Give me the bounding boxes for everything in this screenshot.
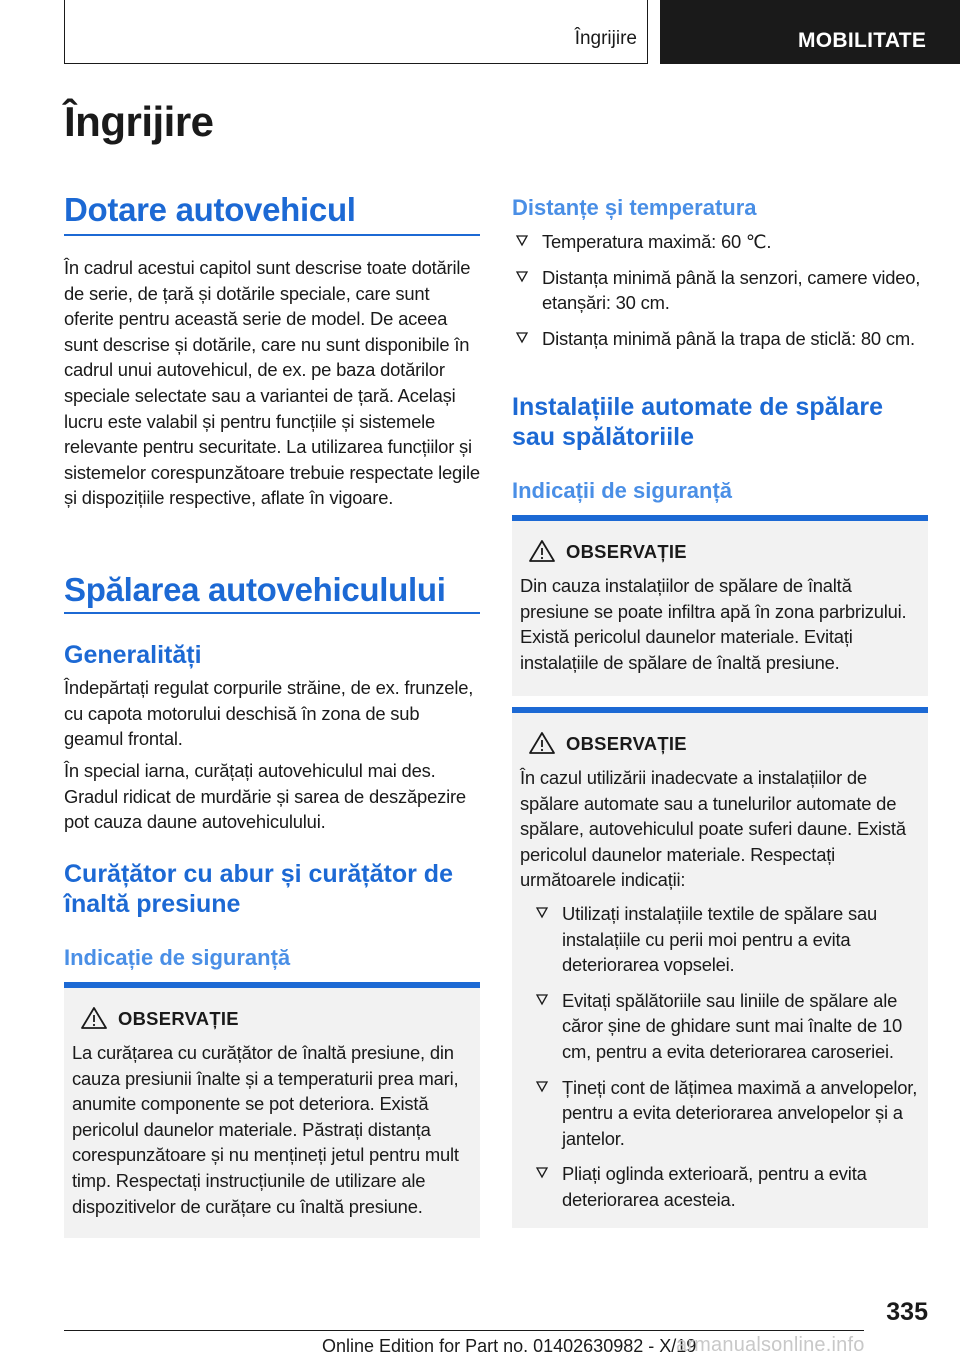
list-item: Utilizați instalațiile textile de spălare sau instalațiile cu perii moi pentru a evita deteriorarea vopselei.	[520, 901, 920, 978]
heading-indicatii-siguranta: Indicații de siguranță	[512, 478, 733, 503]
footer-rule	[64, 1330, 864, 1331]
heading-dotare: Dotare autovehicul	[64, 191, 356, 228]
notice-text: Din cauza instalațiilor de spălare de înaltă presiune se poate infiltra apă în zona parbrizului. Există pericolul daunelor materiale. Evitați instalațiile de spălare de înaltă presiune.	[520, 575, 907, 673]
bullet-triangle-icon	[514, 268, 530, 284]
notice-title: OBSERVAȚIE	[566, 541, 687, 562]
warning-triangle-icon	[528, 539, 556, 563]
heading-distante: Distanțe și temperatura	[512, 195, 757, 220]
footer-watermark: armanualsonline.info	[676, 1334, 865, 1356]
footer-edition: Online Edition for Part no. 01402630982 - X/19	[322, 1336, 697, 1356]
warning-triangle-icon	[80, 1006, 108, 1030]
page-title: Îngrijire	[64, 98, 214, 145]
notice-box	[512, 515, 928, 696]
list-item: Pliați oglinda exterioară, pentru a evita deteriorarea acesteia.	[520, 1161, 920, 1212]
header-box	[64, 0, 648, 64]
bullet-triangle-icon	[514, 232, 530, 248]
dotare-text: În cadrul acestui capitol sunt descrise toate dotările de serie, de țară și dotările speciale, care sunt oferite pentru această serie de model. De aceea sunt descrise și dotările, care nu sunt disponibile în cadrul unui autovehicul, de ex. pe baza dotărilor speciale selectate sau a variantei de țară. Același lucru este valabil și pentru funcțiile și sistemele relevante pentru securitate. La utilizarea funcțiilor și sistemelor corespunzătoare trebuie respectate legile și dispozițiile respective, aflate în vigoare.	[64, 257, 480, 509]
list-item: Distanța minimă până la trapa de sticlă: 80 cm.	[512, 326, 928, 352]
notice-text: La curățarea cu curățător de înaltă presiune, din cauza presiunii înalte și a temperaturii prea mari, anumite componente se pot deteriora. Există pericolul daunelor materiale. Păstrați distanța corespunzătoare și nu mențineți jetul pentru mult timp. Respectați instrucțiunile de utilizare ale dispozitivelor de curățare cu înaltă presiune.	[72, 1042, 459, 1217]
warning-triangle-icon	[528, 731, 556, 755]
heading-abur: Curățător cu abur și curățător de înaltă presiune	[64, 860, 453, 918]
bullet-triangle-icon	[514, 329, 530, 345]
notice-list	[520, 901, 920, 1213]
notice-header	[520, 539, 920, 573]
list-item: Distanța minimă până la senzori, camere video, etanșări: 30 cm.	[512, 265, 928, 316]
notice-title: OBSERVAȚIE	[118, 1008, 239, 1029]
general-text-2: În special iarna, curățați autovehiculul mai des. Gradul ridicat de murdărie și sarea de deszăpezire pot cauza daune autovehiculului.	[64, 760, 466, 833]
heading-rule	[64, 612, 480, 614]
bullet-triangle-icon	[534, 1164, 550, 1180]
heading-generalitati: Generalități	[64, 641, 202, 669]
header-chapter-tab: MOBILITATE	[660, 0, 960, 64]
distante-list	[512, 229, 928, 361]
list-item: Temperatura maximă: 60 ℃.	[512, 229, 928, 255]
notice-box	[512, 707, 928, 1228]
list-item: Evitați spălătoriile sau liniile de spălare ale căror șine de ghidare sunt mai înalte de 10 cm, pentru a evita deteriorarea caroseriei.	[520, 988, 920, 1065]
page-number: 335	[886, 1298, 928, 1326]
heading-spalarea: Spălarea autovehiculului	[64, 571, 446, 608]
notice-header	[520, 731, 920, 765]
general-text-1: Îndepărtați regulat corpurile străine, de ex. frunzele, cu capota motorului deschisă în zona de sub geamul frontal.	[64, 677, 474, 750]
notice-header	[72, 1006, 472, 1040]
header-section-title: Îngrijire	[574, 28, 637, 49]
heading-rule	[64, 234, 480, 236]
bullet-triangle-icon	[534, 904, 550, 920]
heading-instalatii: Instalațiile automate de spălare sau spălătoriile	[512, 393, 883, 451]
notice-box	[64, 982, 480, 1238]
heading-indicatie-siguranta: Indicație de siguranță	[64, 945, 291, 970]
bullet-triangle-icon	[534, 1078, 550, 1094]
bullet-triangle-icon	[534, 991, 550, 1007]
notice-title: OBSERVAȚIE	[566, 733, 687, 754]
list-item: Țineți cont de lățimea maximă a anvelopelor, pentru a evita deteriorarea anvelopelor și a jantelor.	[520, 1075, 920, 1152]
notice-text: În cazul utilizării inadecvate a instalațiilor de spălare automate sau a tunelurilor automate de spălare, autovehiculul poate suferi daune. Există pericolul daunelor materiale. Respectați următoarele indicații:	[520, 767, 906, 891]
